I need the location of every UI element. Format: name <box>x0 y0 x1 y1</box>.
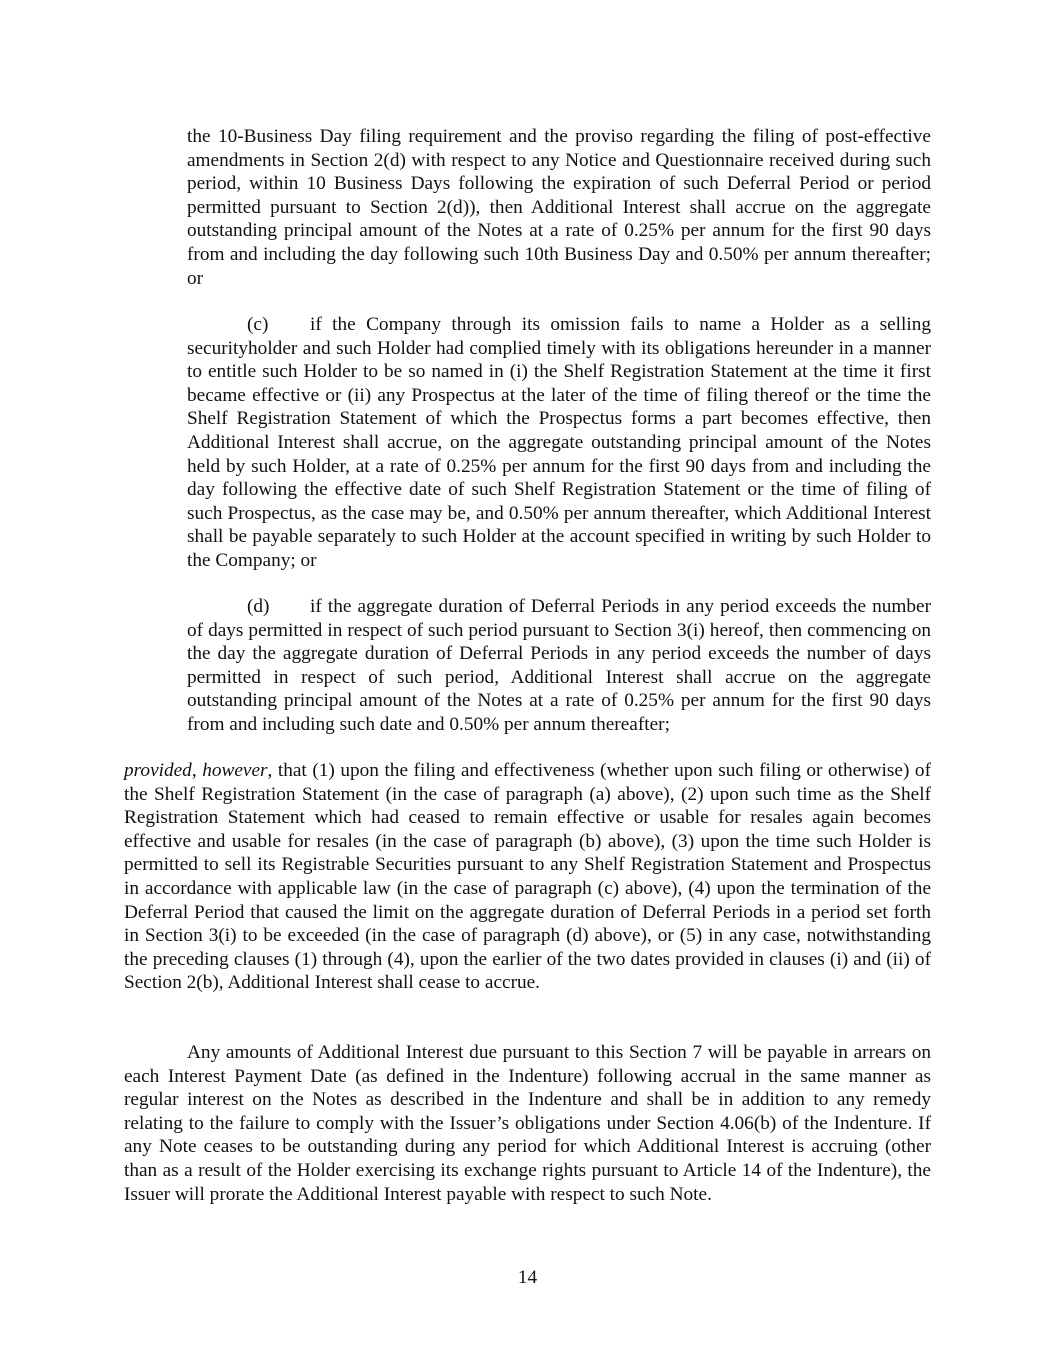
paragraph-b-continuation: the 10-Business Day filing requirement and the proviso regarding the filing of post-effective amendments in Section 2(d) with respect to any Notice and Questionnaire received during such period, within 10 Business Days following the expiration of such Deferral Period or period permitted pursuant to Section 2(d)), then Additional Interest shall accrue on the aggregate outstanding principal amount of the Notes at a rate of 0.25% per annum for the first 90 days from and including the day following such 10th Business Day and 0.50% per annum thereafter; or <box>187 126 931 289</box>
page-number: 14 <box>517 1267 538 1288</box>
paragraph-d-label: (d) <box>247 596 270 617</box>
paragraph-c-text: if the Company through its omission fails to name a Holder as a selling securityholder and such Holder had complied timely with its obligations hereunder in a manner to entitle such Holder to be so named in (i) the Shelf Registration Statement at the time it first became effective or (ii) any Prospectus at the later of the time of filing thereof or the time the Shelf Registration Statement of which the Prospectus forms a part becomes effective, then Additional Interest shall accrue, on the aggregate outstanding principal amount of the Notes held by such Holder, at a rate of 0.25% per annum for the first 90 days from and including the day following the effective date of such Shelf Registration Statement or the time of filing of such Prospectus, as the case may be, and 0.50% per annum thereafter, which Additional Interest shall be payable separately to such Holder at the account specified in writing by such Holder to the Company; or <box>187 314 931 571</box>
paragraph-d <box>187 595 931 737</box>
additional-interest-paragraph: Any amounts of Additional Interest due pursuant to this Section 7 will be payable in arrears on each Interest Payment Date (as defined in the Indenture) following accrual in the same manner as regular interest on the Notes as described in the Indenture and shall be in addition to any remedy relating to the failure to comply with the Issuer’s obligations under Section 4.06(b) of the Indenture. If any Note ceases to be outstanding during any period for which Additional Interest is accruing (other than as a result of the Holder exercising its exchange rights pursuant to Article 14 of the Indenture), the Issuer will prorate the Additional Interest payable with respect to such Note. <box>124 1042 931 1205</box>
proviso-separator: , <box>191 760 203 781</box>
paragraph-d-text: if the aggregate duration of Deferral Periods in any period exceeds the number of days permitted in respect of such period pursuant to Section 3(i) hereof, then commencing on the day the aggregate duration of Deferral Periods in any period exceeds the number of days permitted in respect of such period, Additional Interest shall accrue on the aggregate outstanding principal amount of the Notes at a rate of 0.25% per annum for the first 90 days from and including such date and 0.50% per annum thereafter; <box>187 596 931 735</box>
proviso-provided: provided <box>124 760 192 781</box>
proviso-however: however <box>202 760 268 781</box>
proviso-text: , that (1) upon the filing and effectiveness (whether upon such filing or otherwise) of the Shelf Registration Statement (in the case of paragraph (a) above), (2) upon such time as the Shelf Registration Statement which had ceased to remain effective or usable for resales again becomes effective and usable for resales (in the case of paragraph (b) above), (3) upon the time such Holder is permitted to sell its Registrable Securities pursuant to any Shelf Registration Statement and Prospectus in accordance with applicable law (in the case of paragraph (c) above), (4) upon the termination of the Deferral Period that caused the limit on the aggregate duration of Deferral Periods in a period set forth in Section 3(i) to be exceeded (in the case of paragraph (d) above), or (5) in any case, notwithstanding the preceding clauses (1) through (4), upon the earlier of the two dates provided in clauses (i) and (ii) of Section 2(b), Additional Interest shall cease to accrue. <box>124 760 931 994</box>
paragraph-c-label: (c) <box>247 314 269 335</box>
proviso-paragraph <box>124 759 931 995</box>
paragraph-c <box>187 313 931 573</box>
